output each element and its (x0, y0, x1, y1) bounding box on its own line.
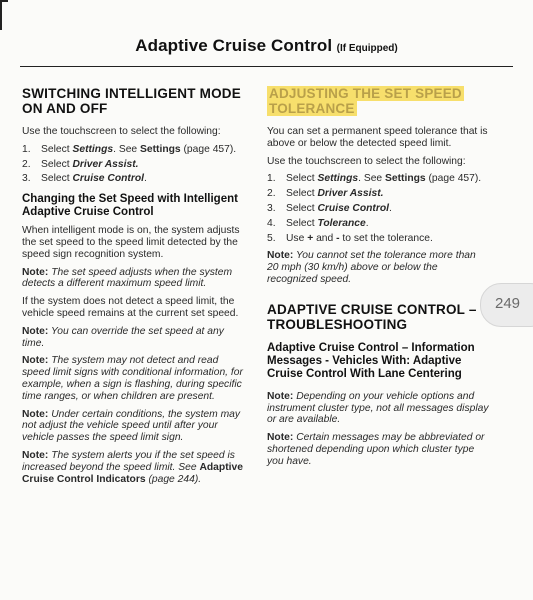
list-item: 2. Select Driver Assist. (267, 188, 384, 200)
note: Note: Certain messages may be abbreviated or shortened depending upon which cluster type you have. (267, 432, 485, 467)
page-number-tab (480, 283, 533, 327)
left-intro: Use the touchscreen to select the following: (22, 126, 221, 137)
list-item: 3. Select Cruise Control. (22, 173, 147, 185)
page-subtitle: (If Equipped) (336, 43, 398, 54)
list-item: 3. Select Cruise Control. (267, 202, 392, 214)
left-steps-list (22, 144, 246, 185)
note: Note: You can override the set speed at any time. (22, 325, 224, 349)
right-steps-list (267, 173, 489, 244)
section-heading-set-speed-tolerance: ADJUSTING THE SET SPEED TOLERANCE (269, 86, 462, 116)
settings-link[interactable]: Settings (140, 143, 181, 155)
left-paragraph: If the system does not detect a speed limit, the vehicle speed remains at the current set speed. (22, 296, 239, 319)
right-paragraph: You can set a permanent speed tolerance that is above or below the detected speed limit. (267, 126, 488, 149)
page-title: Adaptive Cruise Control (135, 36, 333, 55)
settings-link[interactable]: Settings (385, 173, 426, 185)
subheading-information-messages: Adaptive Cruise Control – Information Messages - Vehicles With: Adaptive Cruise Control With Lane Centering (267, 341, 475, 380)
page-number: 249 (495, 295, 521, 312)
note: Note: The system alerts you if the set speed is increased beyond the speed limit. See Adaptive Cruise Control Indicators (page 244). (22, 449, 243, 485)
indicators-link[interactable]: Adaptive Cruise Control Indicators (22, 461, 243, 485)
crop-mark (0, 0, 8, 30)
list-item: 5. Use + and - to set the tolerance. (267, 232, 433, 244)
left-column (22, 86, 246, 491)
note: Note: Depending on your vehicle options and instrument cluster type, not all messages display or are available. (267, 390, 489, 426)
subheading-changing-set-speed: Changing the Set Speed with Intelligent Adaptive Cruise Control (22, 193, 238, 219)
page-header (0, 36, 533, 56)
note: Note: The system may not detect and read speed limit signs with conditional information, for example, when a sign is flashing, during specific time ranges, or when children are present. (22, 355, 243, 402)
note: Note: You cannot set the tolerance more than 20 mph (30 km/h) above or below the recognized speed. (267, 250, 476, 285)
section-heading-troubleshooting: ADAPTIVE CRUISE CONTROL – TROUBLESHOOTING (267, 301, 477, 332)
header-divider (20, 66, 513, 67)
note: Note: Under certain conditions, the system may not adjust the vehicle speed until after your vehicle passes the speed limit sign. (22, 408, 241, 444)
right-column (267, 86, 489, 474)
list-item: 2. Select Driver Assist. (22, 158, 139, 170)
left-paragraph: When intelligent mode is on, the system adjusts the set speed to the speed limit detected by the speed sign recognition system. (22, 225, 240, 260)
list-item: 1. Select Settings. See Settings (page 457). (22, 143, 237, 155)
list-item: 4. Select Tolerance. (267, 217, 369, 229)
section-heading-switching-mode: SWITCHING INTELLIGENT MODE ON AND OFF (22, 86, 241, 116)
list-item: 1. Select Settings. See Settings (page 457). (267, 173, 482, 185)
note: Note: The set speed adjusts when the system detects a different maximum speed limit. (22, 266, 233, 290)
right-intro: Use the touchscreen to select the following: (267, 155, 466, 167)
